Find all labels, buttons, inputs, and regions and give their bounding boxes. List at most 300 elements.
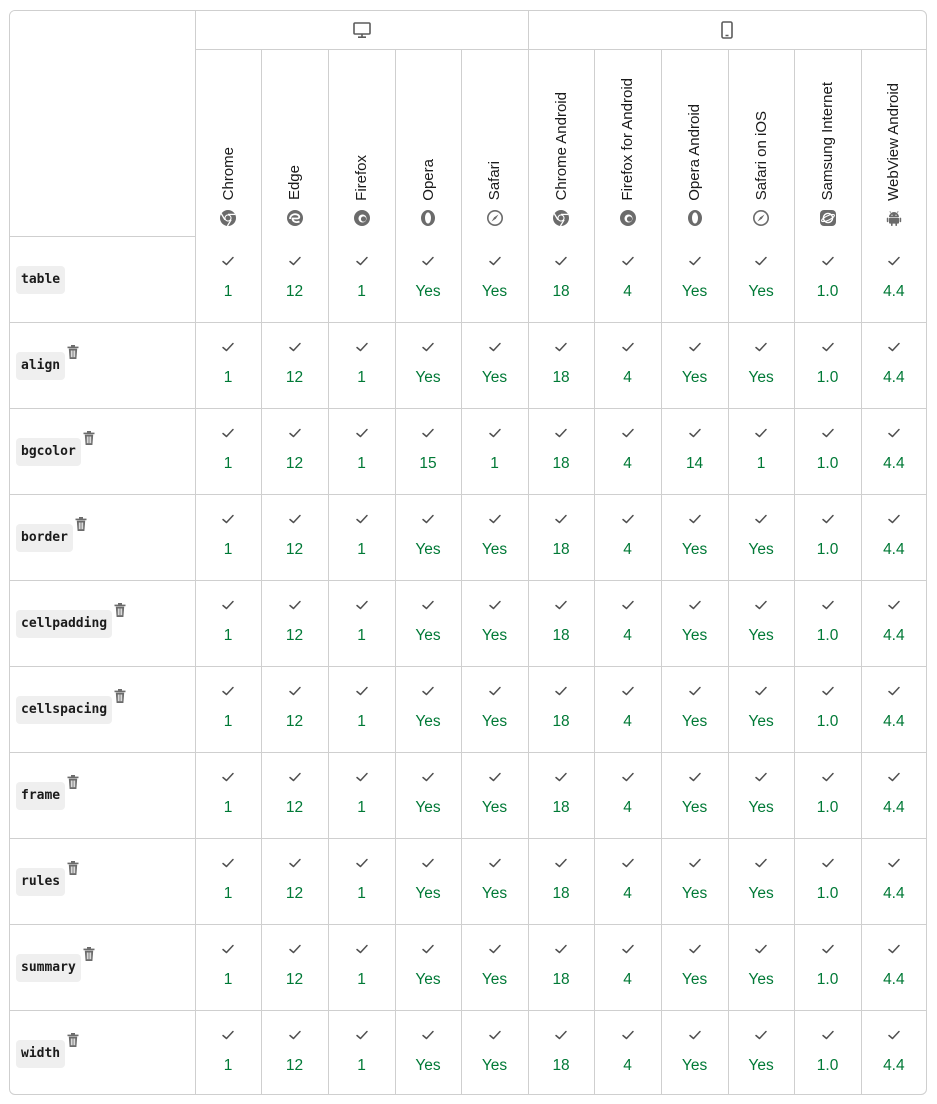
check-icon <box>621 340 635 352</box>
version-added: 18 <box>552 1057 570 1074</box>
version-added: Yes <box>481 799 508 816</box>
version-added: Yes <box>681 971 708 988</box>
version-added: 18 <box>552 713 570 730</box>
support-cell[interactable] <box>461 237 528 323</box>
check-icon <box>688 598 702 610</box>
version-added: 4.4 <box>883 713 905 730</box>
support-cell[interactable] <box>794 753 861 839</box>
version-added: 4.4 <box>883 369 905 386</box>
version-added: 12 <box>285 799 304 816</box>
version-added: Yes <box>481 282 508 300</box>
check-icon <box>288 598 302 610</box>
version-added: 1 <box>223 455 233 472</box>
feature-name: border <box>16 524 73 552</box>
check-icon <box>421 770 435 782</box>
support-cell[interactable] <box>661 323 728 409</box>
deprecated-trash-icon[interactable] <box>113 602 127 618</box>
deprecated-trash-icon[interactable] <box>82 430 96 446</box>
support-cell[interactable] <box>195 839 261 925</box>
browser-name: Samsung Internet <box>819 82 837 201</box>
check-icon <box>621 254 635 266</box>
version-added: 4 <box>623 799 632 816</box>
support-cell[interactable] <box>395 753 461 839</box>
support-cell[interactable] <box>261 581 328 667</box>
browser-header-chrome <box>195 49 261 237</box>
browser-header-chrome-android <box>528 49 594 237</box>
check-icon <box>688 512 702 524</box>
support-cell[interactable] <box>594 237 661 323</box>
check-icon <box>754 254 768 266</box>
feature-name: table <box>16 266 65 294</box>
version-added: 1 <box>756 455 766 472</box>
deprecated-trash-icon[interactable] <box>66 774 80 790</box>
version-added: 18 <box>552 282 570 300</box>
support-cell[interactable] <box>728 323 794 409</box>
check-icon <box>421 340 435 352</box>
support-cell[interactable] <box>328 753 395 839</box>
support-cell[interactable] <box>395 237 461 323</box>
support-cell[interactable] <box>594 1011 661 1096</box>
check-icon <box>554 856 568 868</box>
support-cell[interactable] <box>328 237 395 323</box>
support-cell[interactable] <box>461 581 528 667</box>
support-cell[interactable] <box>728 409 794 495</box>
version-added: 1 <box>223 369 233 386</box>
version-added: 18 <box>552 369 570 386</box>
support-cell[interactable] <box>794 409 861 495</box>
version-added: 12 <box>285 369 304 386</box>
support-cell[interactable] <box>861 581 926 667</box>
feature-row-cellpadding <box>10 581 926 667</box>
version-added: 4 <box>623 971 632 988</box>
version-added: Yes <box>415 282 441 300</box>
version-added: Yes <box>481 1057 508 1074</box>
browser-name: Opera Android <box>686 103 704 201</box>
version-added: 1 <box>357 971 366 988</box>
browser-compat-table <box>10 11 926 1095</box>
check-icon <box>488 1028 502 1040</box>
check-icon <box>221 770 235 782</box>
version-added: 1.0 <box>816 541 839 558</box>
feature-name: summary <box>16 954 81 982</box>
support-cell[interactable] <box>594 323 661 409</box>
version-added: 4.4 <box>883 971 905 988</box>
android-icon <box>885 209 903 227</box>
support-cell[interactable] <box>461 495 528 581</box>
compat-table-container <box>9 10 927 1095</box>
support-cell[interactable] <box>528 1011 594 1096</box>
check-icon <box>621 1028 635 1040</box>
version-added: Yes <box>415 799 441 816</box>
version-added: Yes <box>748 713 774 730</box>
check-icon <box>621 770 635 782</box>
support-cell[interactable] <box>661 839 728 925</box>
chrome-icon <box>552 209 570 227</box>
support-cell[interactable] <box>861 753 926 839</box>
check-icon <box>754 426 768 438</box>
check-icon <box>355 684 369 696</box>
support-cell[interactable] <box>261 1011 328 1096</box>
version-added: 1.0 <box>816 627 839 644</box>
feature-name-cell <box>10 753 195 839</box>
support-cell[interactable] <box>395 495 461 581</box>
version-added: Yes <box>415 369 441 386</box>
support-cell[interactable] <box>794 495 861 581</box>
check-icon <box>288 856 302 868</box>
support-cell[interactable] <box>861 323 926 409</box>
browser-header-firefox-for-android <box>594 49 661 237</box>
check-icon <box>887 1028 901 1040</box>
check-icon <box>754 856 768 868</box>
support-cell[interactable] <box>328 495 395 581</box>
support-cell[interactable] <box>195 1011 261 1096</box>
check-icon <box>887 254 901 266</box>
version-added: 1 <box>357 713 366 730</box>
check-icon <box>754 684 768 696</box>
check-icon <box>821 598 835 610</box>
check-icon <box>421 1028 435 1040</box>
support-cell[interactable] <box>794 667 861 753</box>
check-icon <box>688 1028 702 1040</box>
version-added: Yes <box>415 1057 441 1074</box>
support-cell[interactable] <box>261 409 328 495</box>
version-added: 1.0 <box>816 369 839 386</box>
version-added: Yes <box>748 627 774 644</box>
check-icon <box>554 942 568 954</box>
version-added: 1 <box>357 282 366 300</box>
support-cell[interactable] <box>728 581 794 667</box>
check-icon <box>421 598 435 610</box>
support-cell[interactable] <box>528 925 594 1011</box>
feature-row-cellspacing <box>10 667 926 753</box>
support-cell[interactable] <box>328 667 395 753</box>
support-cell[interactable] <box>528 409 594 495</box>
feature-name-cell <box>10 237 195 323</box>
support-cell[interactable] <box>728 753 794 839</box>
version-added: 4 <box>623 627 632 644</box>
check-icon <box>221 856 235 868</box>
feature-name: align <box>16 352 65 380</box>
check-icon <box>754 340 768 352</box>
deprecated-trash-icon[interactable] <box>82 946 96 962</box>
support-cell[interactable] <box>261 753 328 839</box>
version-added: 1 <box>223 971 233 988</box>
feature-name: frame <box>16 782 65 810</box>
support-cell[interactable] <box>261 925 328 1011</box>
version-added: Yes <box>481 713 508 730</box>
browser-name: Safari on iOS <box>752 111 770 201</box>
support-cell[interactable] <box>328 839 395 925</box>
deprecated-trash-icon[interactable] <box>66 860 80 876</box>
check-icon <box>488 770 502 782</box>
support-cell[interactable] <box>794 1011 861 1096</box>
version-added: 4 <box>623 369 632 386</box>
version-added: 12 <box>285 282 304 300</box>
browser-header-safari <box>461 49 528 237</box>
support-cell[interactable] <box>328 925 395 1011</box>
feature-name-cell <box>10 1011 195 1096</box>
check-icon <box>288 770 302 782</box>
support-cell[interactable] <box>528 839 594 925</box>
version-added: 18 <box>552 455 570 472</box>
support-cell[interactable] <box>261 495 328 581</box>
support-cell[interactable] <box>195 409 261 495</box>
version-added: 14 <box>685 455 704 472</box>
check-icon <box>355 770 369 782</box>
version-added: 12 <box>285 971 304 988</box>
feature-row-rules <box>10 839 926 925</box>
check-icon <box>688 770 702 782</box>
safari-icon <box>486 209 504 227</box>
browser-header-samsung-internet <box>794 49 861 237</box>
check-icon <box>754 942 768 954</box>
support-cell[interactable] <box>261 237 328 323</box>
check-icon <box>887 770 901 782</box>
support-cell[interactable] <box>195 753 261 839</box>
feature-row-table <box>10 237 926 323</box>
samsung-icon <box>819 209 837 227</box>
support-cell[interactable] <box>395 1011 461 1096</box>
version-added: 1 <box>357 627 366 644</box>
check-icon <box>288 426 302 438</box>
support-cell[interactable] <box>861 667 926 753</box>
check-icon <box>887 340 901 352</box>
version-added: 1 <box>357 369 366 386</box>
support-cell[interactable] <box>528 495 594 581</box>
support-cell[interactable] <box>395 667 461 753</box>
version-added: Yes <box>681 369 708 386</box>
support-cell[interactable] <box>461 925 528 1011</box>
support-cell[interactable] <box>328 1011 395 1096</box>
check-icon <box>355 598 369 610</box>
support-cell[interactable] <box>794 323 861 409</box>
feature-rows <box>10 237 926 1096</box>
version-added: 12 <box>285 1057 304 1074</box>
check-icon <box>554 426 568 438</box>
support-cell[interactable] <box>461 409 528 495</box>
version-added: 1.0 <box>816 455 839 472</box>
support-cell[interactable] <box>728 667 794 753</box>
check-icon <box>621 856 635 868</box>
feature-row-align <box>10 323 926 409</box>
opera-icon <box>686 209 704 227</box>
browser-header-opera-android <box>661 49 728 237</box>
support-cell[interactable] <box>261 839 328 925</box>
check-icon <box>355 254 369 266</box>
deprecated-trash-icon[interactable] <box>74 516 88 532</box>
version-added: 18 <box>552 627 570 644</box>
check-icon <box>688 254 702 266</box>
check-icon <box>554 512 568 524</box>
support-cell[interactable] <box>528 237 594 323</box>
version-added: 18 <box>552 799 570 816</box>
version-added: Yes <box>481 369 508 386</box>
support-cell[interactable] <box>728 1011 794 1096</box>
support-cell[interactable] <box>594 409 661 495</box>
support-cell[interactable] <box>461 323 528 409</box>
version-added: Yes <box>415 627 441 644</box>
browser-header-firefox <box>328 49 395 237</box>
check-icon <box>488 942 502 954</box>
support-cell[interactable] <box>861 237 926 323</box>
version-added: 4.4 <box>883 455 905 472</box>
version-added: 1 <box>223 1057 233 1074</box>
check-icon <box>887 426 901 438</box>
support-cell[interactable] <box>528 581 594 667</box>
feature-name: cellpadding <box>16 610 112 638</box>
support-cell[interactable] <box>594 581 661 667</box>
support-cell[interactable] <box>195 237 261 323</box>
version-added: Yes <box>748 369 774 386</box>
support-cell[interactable] <box>794 839 861 925</box>
check-icon <box>821 340 835 352</box>
check-icon <box>688 856 702 868</box>
support-cell[interactable] <box>461 667 528 753</box>
version-added: Yes <box>481 541 508 558</box>
version-added: 1 <box>357 1057 366 1074</box>
support-cell[interactable] <box>195 581 261 667</box>
check-icon <box>621 426 635 438</box>
safari-icon <box>752 209 770 227</box>
browser-name: WebView Android <box>885 82 903 201</box>
version-added: 1 <box>357 885 366 902</box>
feature-name-cell <box>10 323 195 409</box>
support-cell[interactable] <box>661 667 728 753</box>
support-cell[interactable] <box>328 409 395 495</box>
support-cell[interactable] <box>728 237 794 323</box>
deprecated-trash-icon[interactable] <box>66 344 80 360</box>
support-cell[interactable] <box>661 753 728 839</box>
support-cell[interactable] <box>661 581 728 667</box>
version-added: Yes <box>681 713 708 730</box>
feature-name-cell <box>10 925 195 1011</box>
version-added: Yes <box>681 627 708 644</box>
support-cell[interactable] <box>528 323 594 409</box>
support-cell[interactable] <box>861 495 926 581</box>
deprecated-trash-icon[interactable] <box>113 688 127 704</box>
support-cell[interactable] <box>528 753 594 839</box>
feature-row-width <box>10 1011 926 1096</box>
version-added: Yes <box>681 1057 708 1074</box>
version-added: 4 <box>623 541 632 558</box>
support-cell[interactable] <box>594 753 661 839</box>
support-cell[interactable] <box>594 495 661 581</box>
support-cell[interactable] <box>661 409 728 495</box>
version-added: 1.0 <box>816 971 839 988</box>
version-added: 12 <box>285 885 304 902</box>
support-cell[interactable] <box>461 839 528 925</box>
support-cell[interactable] <box>395 409 461 495</box>
browser-name: Safari <box>486 161 504 201</box>
deprecated-trash-icon[interactable] <box>66 1032 80 1048</box>
version-added: 1.0 <box>816 885 839 902</box>
support-cell[interactable] <box>195 925 261 1011</box>
support-cell[interactable] <box>594 925 661 1011</box>
support-cell[interactable] <box>195 495 261 581</box>
support-cell[interactable] <box>861 409 926 495</box>
check-icon <box>754 598 768 610</box>
support-cell[interactable] <box>461 753 528 839</box>
support-cell[interactable] <box>395 925 461 1011</box>
support-cell[interactable] <box>661 495 728 581</box>
support-cell[interactable] <box>661 925 728 1011</box>
feature-row-summary <box>10 925 926 1011</box>
feature-name: width <box>16 1040 65 1068</box>
support-cell[interactable] <box>794 925 861 1011</box>
browser-name: Chrome <box>219 147 237 201</box>
firefox-icon <box>353 209 371 227</box>
support-cell[interactable] <box>328 581 395 667</box>
check-icon <box>421 856 435 868</box>
support-cell[interactable] <box>728 495 794 581</box>
version-added: 12 <box>285 713 304 730</box>
support-cell[interactable] <box>861 839 926 925</box>
support-cell[interactable] <box>661 1011 728 1096</box>
support-cell[interactable] <box>328 323 395 409</box>
support-cell[interactable] <box>594 667 661 753</box>
support-cell[interactable] <box>461 1011 528 1096</box>
support-cell[interactable] <box>794 581 861 667</box>
support-cell[interactable] <box>661 237 728 323</box>
support-cell[interactable] <box>728 839 794 925</box>
version-added: 1 <box>223 541 233 558</box>
version-added: Yes <box>681 282 708 300</box>
check-icon <box>421 426 435 438</box>
check-icon <box>554 770 568 782</box>
support-cell[interactable] <box>728 925 794 1011</box>
support-cell[interactable] <box>195 667 261 753</box>
check-icon <box>221 942 235 954</box>
support-cell[interactable] <box>395 581 461 667</box>
version-added: 18 <box>552 971 570 988</box>
check-icon <box>355 856 369 868</box>
support-cell[interactable] <box>528 667 594 753</box>
version-added: 1 <box>223 885 233 902</box>
check-icon <box>355 426 369 438</box>
support-cell[interactable] <box>395 323 461 409</box>
support-cell[interactable] <box>594 839 661 925</box>
browser-header-edge <box>261 49 328 237</box>
version-added: 4.4 <box>883 541 905 558</box>
version-added: 4.4 <box>883 282 905 300</box>
check-icon <box>488 598 502 610</box>
support-cell[interactable] <box>395 839 461 925</box>
support-cell[interactable] <box>794 237 861 323</box>
check-icon <box>288 512 302 524</box>
version-added: Yes <box>748 799 774 816</box>
version-added: 4.4 <box>883 1057 905 1074</box>
feature-name: rules <box>16 868 65 896</box>
check-icon <box>488 856 502 868</box>
version-added: 4 <box>623 713 632 730</box>
support-cell[interactable] <box>861 1011 926 1096</box>
version-added: 1.0 <box>816 713 839 730</box>
version-added: 4.4 <box>883 885 905 902</box>
version-added: Yes <box>748 885 774 902</box>
support-cell[interactable] <box>261 667 328 753</box>
support-cell[interactable] <box>861 925 926 1011</box>
version-added: Yes <box>748 282 774 300</box>
feature-name-cell <box>10 495 195 581</box>
browser-header-safari-on-ios <box>728 49 794 237</box>
version-added: Yes <box>415 713 441 730</box>
firefox-icon <box>619 209 637 227</box>
support-cell[interactable] <box>261 323 328 409</box>
support-cell[interactable] <box>195 323 261 409</box>
check-icon <box>688 340 702 352</box>
version-added: 4 <box>623 885 632 902</box>
version-added: Yes <box>748 541 774 558</box>
